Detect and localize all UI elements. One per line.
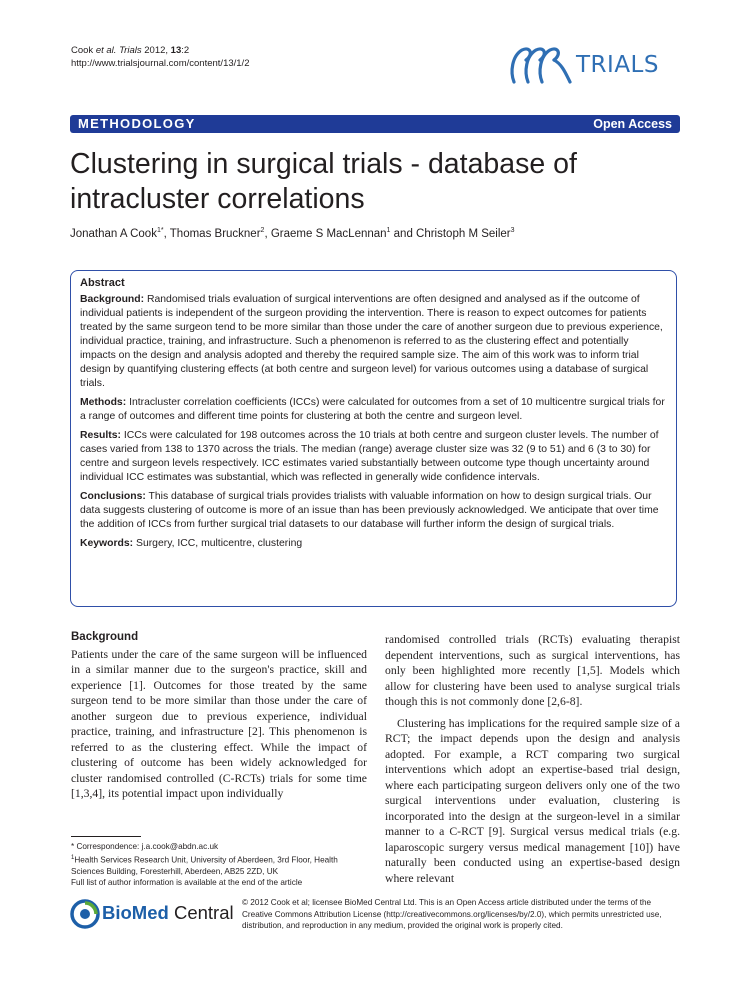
footnotes bbox=[71, 841, 371, 889]
more-info-note: Full list of author information is available at the end of the article bbox=[71, 878, 303, 888]
license-text: © 2012 Cook et al; licensee BioMed Central Ltd. This is an Open Access article distributed under the terms of the Creative Commons Attribution License (http://creativecommons.org/licenses/by/2.0), which permits unrestricted use, distribution, and reproduction in any medium, provided the original work is properly cited. bbox=[242, 898, 662, 930]
author-affiliation-mark: 1 bbox=[386, 227, 391, 234]
citation-header bbox=[71, 44, 249, 70]
abstract-conclusions: Conclusions: This database of surgical trials provides trialists with valuable information on how to design surgical trials. Our data suggests clustering of outcome is more of an issue than has been previously acknowledged. We anticipate that over time the addition of ICCs from further surgical trial datasets to our database will further inform the design of surgical trials. bbox=[80, 491, 659, 530]
author-affiliation-mark: 1* bbox=[156, 227, 164, 234]
section-banner bbox=[70, 115, 680, 133]
body-left-column bbox=[71, 630, 367, 802]
abstract-keywords: Keywords: Surgery, ICC, multicentre, clustering bbox=[80, 538, 303, 549]
biomed-central-logo-icon bbox=[70, 899, 100, 929]
body-paragraph: Clustering has implications for the required sample size of a RCT; the impact depends upon the design and analysis adopted. For example, a RCT comparing two surgical interventions which adopt an expertise-based trial design, where each participating surgeon delivers only one of the two surgical interventions under evaluation, clustering is incorporated into the design at the surgeon-level in a similar manner to a C-RCT [9]. Surgical versus medical trials (e.g. laparoscopic surgery versus medical management [10]) have naturally been conducted using an expertise-based design where relevant bbox=[385, 716, 680, 885]
body-right-column bbox=[385, 632, 680, 886]
author-list: Jonathan A Cook$^{1*}$, Thomas Bruckner$^2$, Graeme S MacLennan$^1$ and Christoph M Seiler$^3$ bbox=[70, 227, 515, 240]
author: Graeme S MacLennan bbox=[270, 227, 387, 240]
article-url[interactable]: http://www.trialsjournal.com/content/13/1/2 bbox=[71, 58, 250, 69]
body-paragraph: randomised controlled trials (RCTs) evaluating therapist dependent interventions, such as surgical interventions, has only been highlighted more recently [1,5]. Models which allow for clustering have been used to analyse surgical trials though this is not commonly done [2,6-8]. bbox=[385, 633, 680, 708]
abstract-box bbox=[70, 270, 677, 607]
author: Thomas Bruckner bbox=[169, 227, 261, 240]
footnote-divider bbox=[71, 836, 141, 837]
trials-logo bbox=[508, 42, 680, 92]
author-affiliation-mark: 2 bbox=[260, 227, 265, 234]
author-affiliation-mark: 3 bbox=[510, 227, 515, 234]
abstract-methods: Methods: Intracluster correlation coefficients (ICCs) were calculated for outcomes from a set of 10 multicentre surgical trials for a range of outcomes and different time points for clustering at both the centre and surgeon level. bbox=[80, 397, 665, 422]
citation-line: Cook et al. Trials 2012, 13:2 bbox=[71, 45, 190, 56]
biomed-central-wordmark: BioMed Central bbox=[102, 902, 234, 923]
abstract-heading: Abstract bbox=[80, 277, 125, 289]
abstract-results: Results: ICCs were calculated for 198 outcomes across the 10 trials at both centre and surgeon cluster levels. The number of cases varied from 138 to 1370 across the trials. The median (range) average cluster size was 32 (9 to 51) and 6 (3 to 30) for centre and surgeon levels respectively. ICC estimates varied substantially between outcome type though uncertainty around individual ICC estimates was substantial, which was reflected in generally wide confidence intervals. bbox=[80, 430, 659, 483]
article-title: Clustering in surgical trials - database of intracluster correlations bbox=[70, 148, 577, 215]
trials-logo-text: TRIALS bbox=[576, 52, 659, 78]
background-heading: Background bbox=[71, 631, 139, 643]
author: Jonathan A Cook bbox=[70, 227, 157, 240]
biomed-central-logo bbox=[70, 897, 234, 931]
trials-logo-icon bbox=[508, 42, 574, 88]
affiliation: $^1$Health Services Research Unit, University of Aberdeen, 3rd Floor, Health Sciences Building, Foresterhill, Aberdeen, AB25 2ZD, UK bbox=[71, 854, 338, 876]
correspondence: * Correspondence: j.a.cook@abdn.ac.uk bbox=[71, 842, 219, 851]
open-access-label: Open Access bbox=[593, 117, 672, 131]
section-label: METHODOLOGY bbox=[78, 116, 196, 131]
abstract-background: Background: Randomised trials evaluation of surgical interventions are often designed and analysed as if the outcome of individual patients is independent of the surgeon providing the intervention. There is reason to expect outcomes for patients treated by the same surgeon tend to be more similar than those under the care of another surgeon due to previous experience, individual practice, training, and infrastructure. Such a phenomenon is referred to as the clustering effect and potentially impacts on the design and analysis adopted and thereby the required sample size. The aim of this work was to inform trial design by quantifying clustering effects (at both centre and surgeon level) for various outcomes using a database of surgical trials. bbox=[80, 294, 663, 389]
author: Christoph M Seiler bbox=[416, 227, 511, 240]
body-paragraph: Patients under the care of the same surgeon will be influenced in a similar manner due to the surgeon's practice, skill and experience [1]. Outcomes for those treated by the same surgeon tend to be more similar than those under the care of another surgeon due to previous experience, individual practice, training, and infrastructure [2]. This phenomenon is referred to as the clustering effect. While the impact of clustering of outcome has been widely acknowledged for cluster randomised controlled (C-RCTs) trials for some time [1,3,4], its potential impact upon individually bbox=[71, 647, 367, 800]
